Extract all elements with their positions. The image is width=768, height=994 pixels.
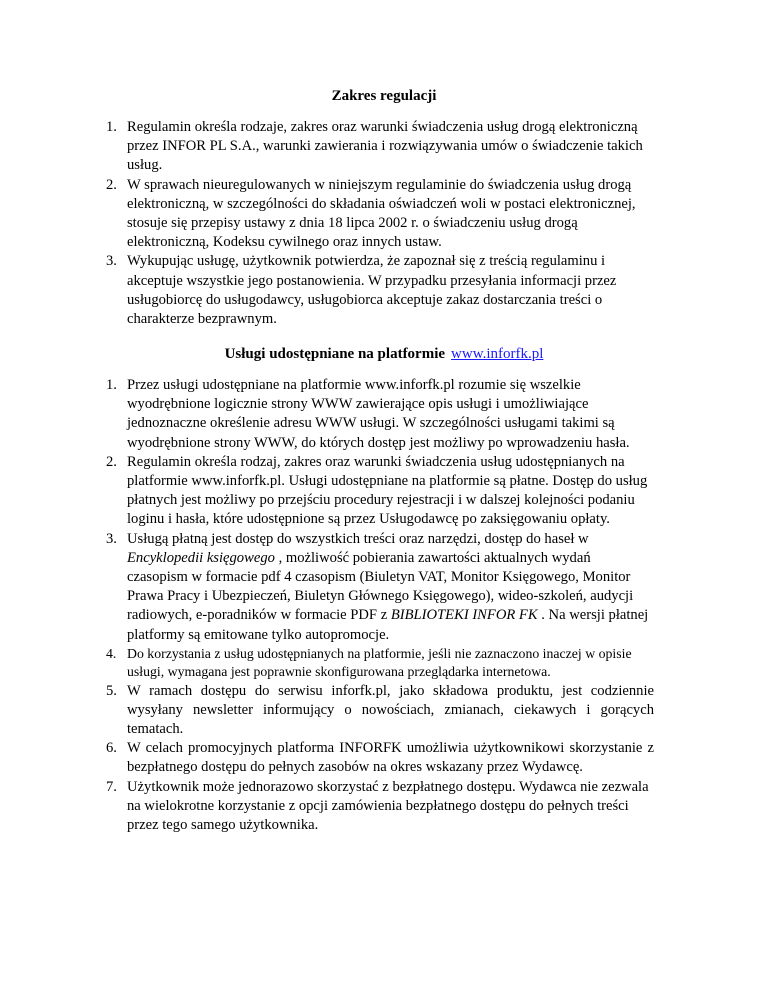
list-text-italic: Encyklopedii księgowego [127,549,275,566]
list-text: Do korzystania z usług udostępnianych na platformie, jeśli nie zaznaczono inaczej w opisie usługi, wymagana jest poprawnie skonfigurowana przeglądarka internetowa. [127,645,632,680]
list-number: 3. [106,253,117,270]
list-text: W ramach dostępu do serwisu inforfk.pl, jako składowa produktu, jest codziennie wysyłany newsletter informujący o nowościach, zmianach, ciekawych i gorących tematach. [127,682,654,738]
list-item [106,252,654,329]
list-item [106,176,654,253]
list-item [106,682,654,740]
list-item [106,376,654,453]
list-number: 4. [106,645,117,661]
list-text-part: . Na wersji płatnej platformy są emitowane tylko autopromocje. [127,607,649,643]
platform-link[interactable]: www.inforfk.pl [451,346,544,362]
section-title: Zakres regulacji [331,88,437,104]
list-item [106,645,654,682]
section-heading-uslugi [0,345,768,363]
list-item [106,778,654,836]
platform-services-list [106,376,654,835]
list-item [106,118,654,176]
list-number: 3. [106,530,117,547]
list-text: Regulamin określa rodzaj, zakres oraz warunki świadczenia usług udostępnianych na platformie www.inforfk.pl. Usługi udostępniane na platformie są płatne. Dostęp do usług płatnych jest możliwy po przejściu procedury rejestracji i w dalszej kolejności podaniu loginu i hasła, które udostępnione są przez Usługodawcę po zaksięgowaniu opłaty. [127,453,648,528]
list-text: W celach promocyjnych platforma INFORFK umożliwia użytkownikowi skorzystanie z bezpłatnego dostępu do pełnych zasobów na okres wskazany przez Wydawcę. [127,740,654,776]
list-number: 5. [106,682,117,699]
list-text-italic: BIBLIOTEKI INFOR FK [390,607,538,624]
list-item [106,739,654,777]
section-heading-zakres-regulacji [0,87,768,105]
list-number: 6. [106,740,117,757]
list-text-part: Usługą płatną jest dostęp do wszystkich treści oraz narzędzi, dostęp do haseł w [127,530,589,547]
list-number: 2. [106,176,117,193]
list-text: Użytkownik może jednorazowo skorzystać z bezpłatnego dostępu. Wydawca nie zezwala na wielokrotne korzystanie z opcji zamówienia bezpłatnego dostępu do pełnych treści przez tego samego użytkownika. [127,778,649,834]
list-text: Regulamin określa rodzaje, zakres oraz warunki świadczenia usług drogą elektroniczną przez INFOR PL S.A., warunki zawierania i rozwiązywania umów o świadczenie takich usług. [127,119,643,174]
list-text: W sprawach nieuregulowanych w niniejszym regulaminie do świadczenia usług drogą elektroniczną, w szczególności do składania oświadczeń woli w postaci elektronicznej, stosuje się przepisy ustawy z dnia 18 lipca 2002 r. o świadczeniu usług drogą elektroniczną, Kodeksu cywilnego oraz innych ustaw. [127,176,636,251]
list-text-part: , możliwość pobierania zawartości aktualnych wydań czasopism w formacie pdf 4 czasopism (Biuletyn VAT, Monitor Księgowego, Monitor Prawa Pracy i Ubezpieczeń, Biuletyn Głównego Księgowego), wideo-szkoleń, audycji radiowych, e-poradników w formacie PDF z [127,549,634,624]
list-text: Wykupując usługę, użytkownik potwierdza, że zapoznał się z treścią regulaminu i akceptuje wszystkie jego postanowienia. W przypadku przesyłania informacji przez usługobiorcę do usługodawcy, usługobiorca akceptuje zakaz dostarczania treści o charakterze bezprawnym. [127,253,617,328]
list-number: 2. [106,453,117,470]
list-text: Przez usługi udostępniane na platformie www.inforfk.pl rozumie się wszelkie wyodrębnione logicznie strony WWW zawierające opis usługi i umożliwiające jednoznaczne określenie adresu WWW usługi. W szczególności usługami takimi są wyodrębnione strony WWW, do których dostęp jest możliwy po wprowadzeniu hasła. [127,377,630,451]
list-item [106,530,654,645]
list-number: 7. [106,778,117,795]
list-item [106,453,654,530]
regulation-scope-list [106,118,654,329]
list-number: 1. [106,119,117,135]
section-title: Usługi udostępniane na platformie [224,346,446,362]
list-number: 1. [106,377,117,393]
